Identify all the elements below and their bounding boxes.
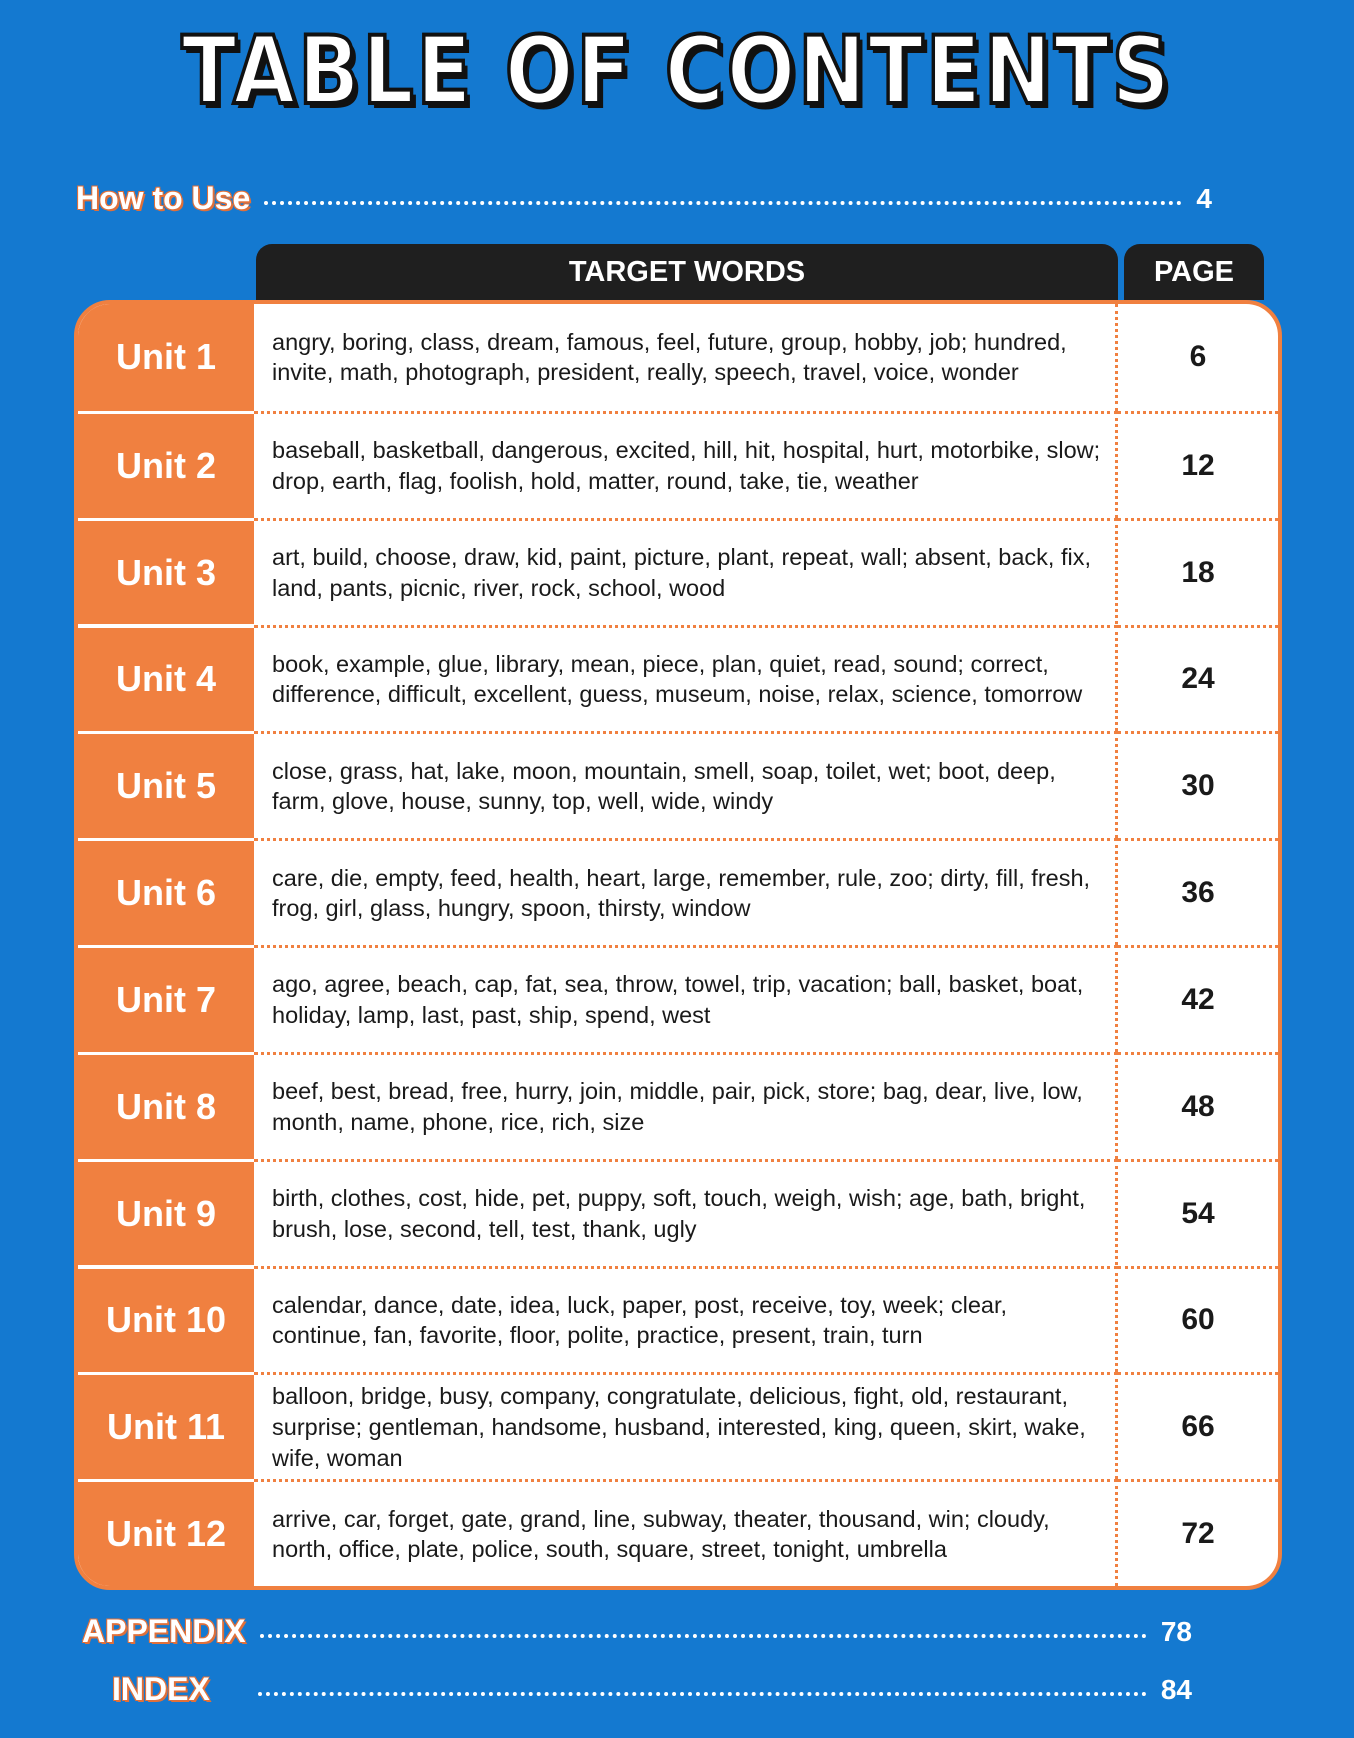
unit-label: Unit 9 [78,1159,254,1266]
leader-dots [260,1634,1147,1638]
toc-page-number: 78 [1160,1615,1192,1647]
table-row[interactable] [78,1479,1278,1586]
target-words [254,518,1118,625]
table-row[interactable] [78,838,1278,945]
target-words-text: close, grass, hat, lake, moon, mountain, smell, soap, toilet, wet; boot, deep, farm, glove, house, sunny, top, well, wide, windy [272,757,1056,815]
unit-page-number: 36 [1118,838,1278,945]
unit-label: Unit 10 [78,1266,254,1373]
toc-index[interactable] [112,1671,1192,1708]
unit-page-number: 60 [1118,1266,1278,1373]
unit-label: Unit 11 [78,1372,254,1479]
toc-appendix[interactable] [82,1613,1192,1650]
toc-how-to-use[interactable] [76,180,1212,217]
unit-page-number: 18 [1118,518,1278,625]
unit-label: Unit 1 [78,304,254,411]
table-row[interactable] [78,304,1278,411]
unit-label: Unit 5 [78,731,254,838]
target-words-text: calendar, dance, date, idea, luck, paper, post, receive, toy, week; clear, continue, fan, favorite, floor, polite, practice, present, train, turn [272,1291,1008,1349]
table-row[interactable] [78,625,1278,732]
toc-page-number: 84 [1160,1673,1192,1705]
toc-label: APPENDIX [82,1613,246,1649]
unit-label: Unit 4 [78,625,254,732]
table-row[interactable] [78,1159,1278,1266]
target-words [254,1372,1118,1479]
unit-label: Unit 2 [78,411,254,518]
table-row[interactable] [78,1052,1278,1159]
target-words-text: baseball, basketball, dangerous, excited, hill, hit, hospital, hurt, motorbike, slow; drop, earth, flag, foolish, hold, matter, round, take, tie, weather [272,437,1101,494]
unit-label: Unit 6 [78,838,254,945]
unit-page-number: 12 [1118,411,1278,518]
target-words [254,1052,1118,1159]
target-words [254,625,1118,732]
target-words [254,1266,1118,1373]
units-table [74,300,1282,1590]
target-words-text: angry, boring, class, dream, famous, feel, future, group, hobby, job; hundred, invite, math, photograph, president, really, speech, travel, voice, wonder [272,328,1067,386]
toc-label: How to Use [76,180,251,216]
toc-page-number: 4 [1196,182,1212,214]
table-row[interactable] [78,518,1278,625]
target-words-text: care, die, empty, feed, health, heart, large, remember, rule, zoo; dirty, fill, fresh, frog, girl, glass, hungry, spoon, thirsty, window [272,864,1091,922]
table-row[interactable] [78,731,1278,838]
header-target-words: TARGET WORDS [256,244,1118,300]
unit-page-number: 6 [1189,340,1207,374]
unit-page-number: 30 [1118,731,1278,838]
target-words [254,838,1118,945]
unit-label: Unit 3 [78,518,254,625]
unit-label: Unit 8 [78,1052,254,1159]
target-words-text: birth, clothes, cost, hide, pet, puppy, soft, touch, weigh, wish; age, bath, bright, brush, lose, second, tell, test, thank, ugly [272,1185,1086,1242]
target-words [254,304,1118,411]
target-words [254,945,1118,1052]
target-words [254,731,1118,838]
leader-dots [258,1692,1147,1696]
target-words [254,1479,1118,1586]
target-words-text: arrive, car, forget, gate, grand, line, subway, theater, thousand, win; cloudy, north, office, plate, police, south, square, street, tonight, umbrella [272,1505,1050,1563]
page-title: TABLE OF CONTENTS [181,17,1173,126]
unit-label: Unit 7 [78,945,254,1052]
unit-page-number: 24 [1118,625,1278,732]
table-row[interactable] [78,1372,1278,1479]
table-row[interactable] [78,411,1278,518]
unit-page-number: 48 [1118,1052,1278,1159]
target-words [254,411,1118,518]
table-row[interactable] [78,945,1278,1052]
leader-dots [264,201,1182,205]
table-row[interactable] [78,1266,1278,1373]
unit-page-number: 42 [1118,945,1278,1052]
unit-page-number: 72 [1118,1479,1278,1586]
unit-page-number: 66 [1118,1372,1278,1479]
target-words-text: beef, best, bread, free, hurry, join, middle, pair, pick, store; bag, dear, live, low, month, name, phone, rice, rich, size [272,1078,1083,1135]
target-words [254,1159,1118,1266]
unit-label: Unit 12 [78,1479,254,1586]
target-words-text: balloon, bridge, busy, company, congratulate, delicious, fight, old, restaurant, surprise; gentleman, handsome, husband, interested, king, queen, skirt, wake, wife, woman [272,1383,1086,1471]
target-words-text: book, example, glue, library, mean, piece, plan, quiet, read, sound; correct, difference, difficult, excellent, guess, museum, noise, relax, science, tomorrow [272,650,1083,708]
target-words-text: art, build, choose, draw, kid, paint, picture, plant, repeat, wall; absent, back, fix, land, pants, picnic, river, rock, school, wood [272,544,1092,601]
toc-label: INDEX [112,1671,210,1707]
target-words-text: ago, agree, beach, cap, fat, sea, throw, towel, trip, vacation; ball, basket, boat, holiday, lamp, last, past, ship, spend, west [272,971,1084,1028]
unit-page-number: 54 [1118,1159,1278,1266]
header-page: PAGE [1124,244,1264,300]
